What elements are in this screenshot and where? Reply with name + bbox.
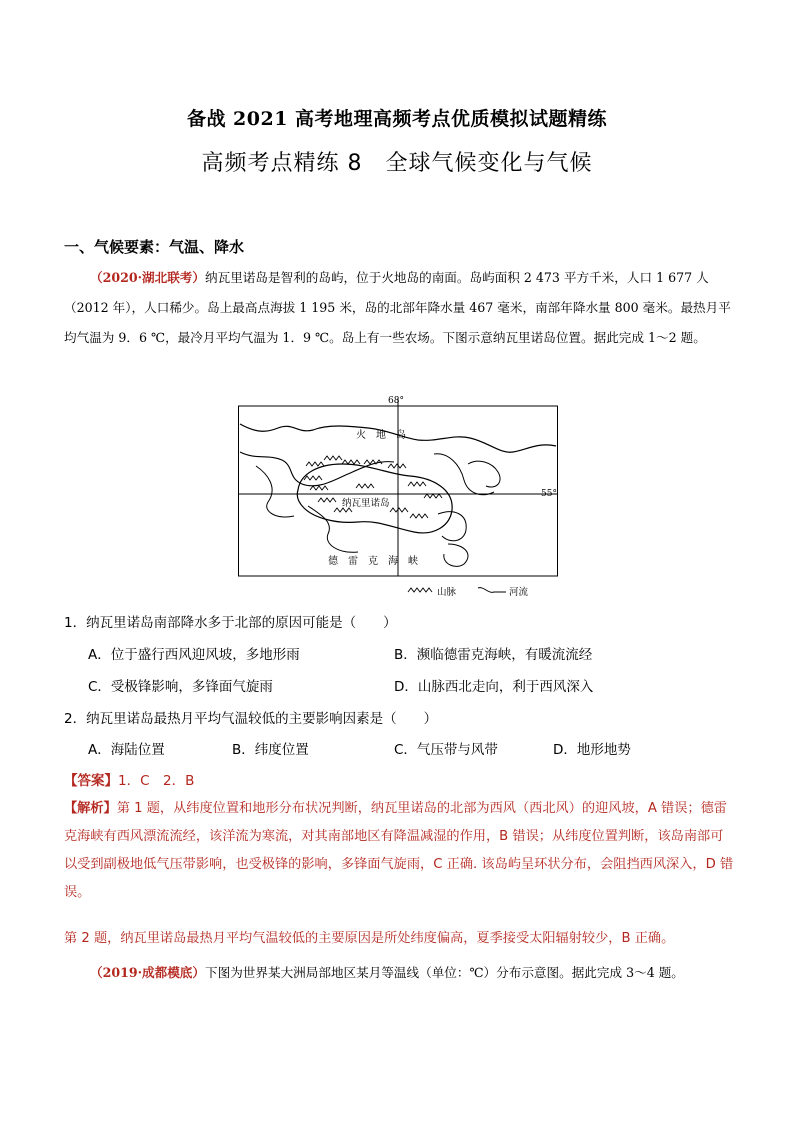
- map-legend: [408, 586, 529, 598]
- question-2-option-c: C．气压带与风带: [394, 742, 498, 758]
- question-1-stem: 1．纳瓦里诺岛南部降水多于北部的原因可能是（ ）: [64, 615, 397, 631]
- document-title: 备战 2021 高考地理高频考点优质模拟试题精练: [186, 108, 608, 130]
- answer-line: [64, 769, 194, 789]
- passage-2-source: （2019·成都模底）: [90, 965, 205, 980]
- legend-mountain-label: 山脉: [437, 587, 457, 598]
- answer-text: 1．C 2．B: [118, 773, 195, 789]
- island-label: 纳瓦里诺岛: [342, 498, 390, 509]
- passage-1-text: 纳瓦里诺岛是智利的岛屿，位于火地岛的南面。岛屿面积 2 473 平方千米，人口 1 677 人（2012 年），人口稀少。岛上最高点海拔 1 195 米，岛的北部年降水量 467 毫米，南部年降水量 800 毫米。最热月平均气温为 9．6 ℃，最冷月平均气温为 1．9 ℃。岛上有一些农场。下图示意纳瓦里诺岛位置。据此完成 1～2 题。: [64, 270, 731, 345]
- question-1-option-a: A．位于盛行西风迎风坡，多地形雨: [88, 647, 300, 663]
- analysis-paragraph-2: 第 2 题，纳瓦里诺岛最热月平均气温较低的主要原因是所处纬度偏高，夏季接受太阳辐射较少，B 正确。: [64, 931, 675, 946]
- strait-label: 德 雷 克 海 峡: [328, 556, 418, 567]
- analysis-label: 【解析】: [64, 801, 117, 816]
- island-map: [238, 394, 560, 606]
- document-subtitle: 高频考点精练 8 全球气候变化与气候: [201, 151, 593, 176]
- analysis-paragraph-1: [64, 795, 734, 907]
- legend-river-label: 河流: [509, 587, 529, 598]
- section-heading: 一、气候要素：气温、降水: [64, 238, 245, 256]
- question-1-option-d: D．山脉西北走向，利于西风深入: [394, 679, 594, 695]
- lon-label: 68°: [388, 396, 404, 406]
- question-2-stem: 2．纳瓦里诺岛最热月平均气温较低的主要影响因素是（ ）: [64, 711, 438, 727]
- analysis-text-1: 第 1 题，从纬度位置和地形分布状况判断，纳瓦里诺岛的北部为西风（西北风）的迎风坡，A 错误；德雷克海峡有西风漂流流经，该洋流为寒流，对其南部地区有降温减湿的作用，B 错误；从纬度位置判断，该岛南部可以受到副极地低气压带影响，也受极锋的影响，多锋面气旋雨，C 正确. 该岛屿呈环状分布，会阻挡西风深入，D 错误。: [64, 801, 734, 900]
- question-2-option-b: B．纬度位置: [232, 742, 309, 758]
- question-2-option-a: A．海陆位置: [88, 742, 165, 758]
- passage-1-source: （2020·湖北联考）: [90, 270, 205, 285]
- passage-2: [64, 960, 734, 986]
- huodi-label: 火 地 岛: [356, 430, 406, 441]
- lat-label: 55°: [541, 489, 557, 499]
- passage-2-text: 下图为世界某大洲局部地区某月等温线（单位：℃）分布示意图。据此完成 3～4 题。: [205, 965, 684, 980]
- question-1-option-b: B．濒临德雷克海峡，有暖流流经: [394, 647, 593, 663]
- question-1-option-c: C．受极锋影响，多锋面气旋雨: [88, 679, 273, 695]
- question-2-option-d: D．地形地势: [553, 742, 631, 758]
- mountain-legend-icon: [408, 588, 432, 592]
- passage-1: [64, 263, 732, 353]
- answer-label: 【答案】: [64, 773, 118, 789]
- river-legend-icon: [478, 588, 506, 593]
